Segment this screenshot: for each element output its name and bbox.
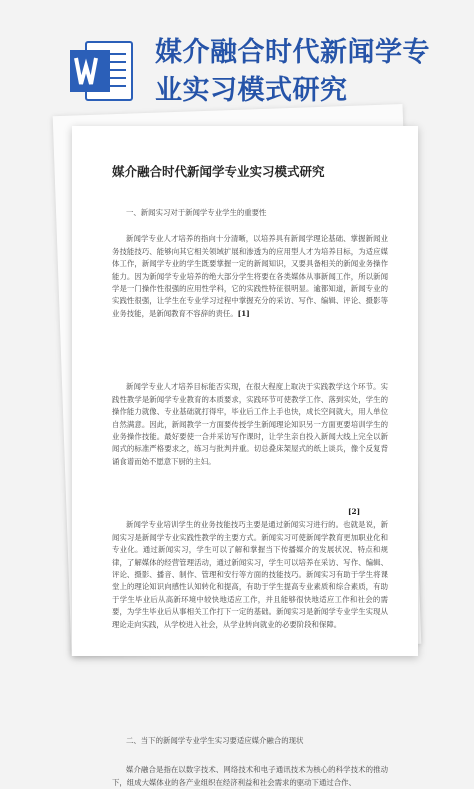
section-heading xyxy=(112,723,388,748)
citation-ref: [1] xyxy=(237,308,250,318)
section-heading-text: 一、新闻实习对于新闻学专业学生的重要性 xyxy=(126,208,267,218)
paragraph xyxy=(112,752,388,789)
document-page xyxy=(72,126,418,787)
citation-ref: [2] xyxy=(348,507,361,516)
section-heading xyxy=(112,195,388,220)
section-heading-text: 二、当下的新闻学专业学生实习要适应媒介融合的现状 xyxy=(126,736,304,746)
paragraph-text: 新闻学专业人才培养目标能否实现，在很大程度上取决于实践教学这个环节。实践性教学是新闻学专业教育的本质要求，实践环节可使教学工作、落到实处，学生的操作能力就像、专业基础就打得牢，毕业后工作上手也快，成长空间就大，用人单位自然满意。因此，新闻教学一方面要传授学生新闻理论知识另一方面更要培训学生的业务操作技能。最好要使一合并采访写作课时，让学生亲自投入新闻大线上完全以新闻式的标准严格要求之，练习与批判并重。切总叠床架屋式的纸上谈兵，像个反复背诵食谱而始不愿意下厨的主妇。 xyxy=(112,382,388,466)
paragraph-text: 新闻学专业培训学生的业务技能技巧主要是通过新闻实习进行的。也就是说，新闻实习是新闻学专业实践性教学的主要方式。新闻实习可使新闻学教育更加职业化和专业化。通过新闻实习，学生可以了解和掌握当下传播媒介的发展状况、特点和规律，了解媒体的经营管理活动，通过新闻实习，学生可以培养在采访、写作、编辑、评论、摄影、播音、制作、管理和安行等方面的技能技巧。新闻实习有助于学生将课堂上的理论知识向感性认知转化和提高，有助于学生提高专业素质和综合素质，有助于学生毕业后从高新环境中较快地适应工作，并且能够很快地适应工作和社会的需要，为学生毕业后从事相关工作打下一定的基础。新闻实习是新闻学专业学生实现从理论走向实践，从学校进入社会，从学业转向就业的必要阶段和保障。 xyxy=(112,520,388,629)
paragraph xyxy=(112,221,388,320)
paragraph xyxy=(112,507,388,631)
paragraph xyxy=(112,369,388,468)
word-document-icon xyxy=(66,36,136,106)
paragraph-text: 媒介融合是指在以数字技术、网络技术和电子通讯技术为核心的科学技术的推动下，组成大媒体业的各产业组织在经济利益和社会需求的驱动下通过合作、 xyxy=(112,765,388,787)
paragraph-text: 新闻学专业人才培养的指向十分清晰，以培养具有新闻学理论基础、掌握新闻业务技能技巧、能够向其它相关领域扩展和渗透为的应用型人才为培养目标，为适应媒体工作，新闻学专业的学生既要掌握一定的新闻知识，又要具备相关的新闻业务操作能力。因为新闻学专业培养的绝大部分学生将要在各类媒体从事新闻工作，所以新闻学是一门操作性很强的应用性学科，它的实践性特征很明显。逾都知道，新闻专业的实践性很强，让学生在专业学习过程中掌握充分的采访、写作、编辑、评论、摄影等业务技能，是新闻教育不容辞的责任。 xyxy=(112,234,388,318)
document-title: 媒介融合时代新闻学专业实习模式研究 xyxy=(112,164,325,179)
page-title: 媒介融合时代新闻学专业实习模式研究 xyxy=(155,37,430,106)
